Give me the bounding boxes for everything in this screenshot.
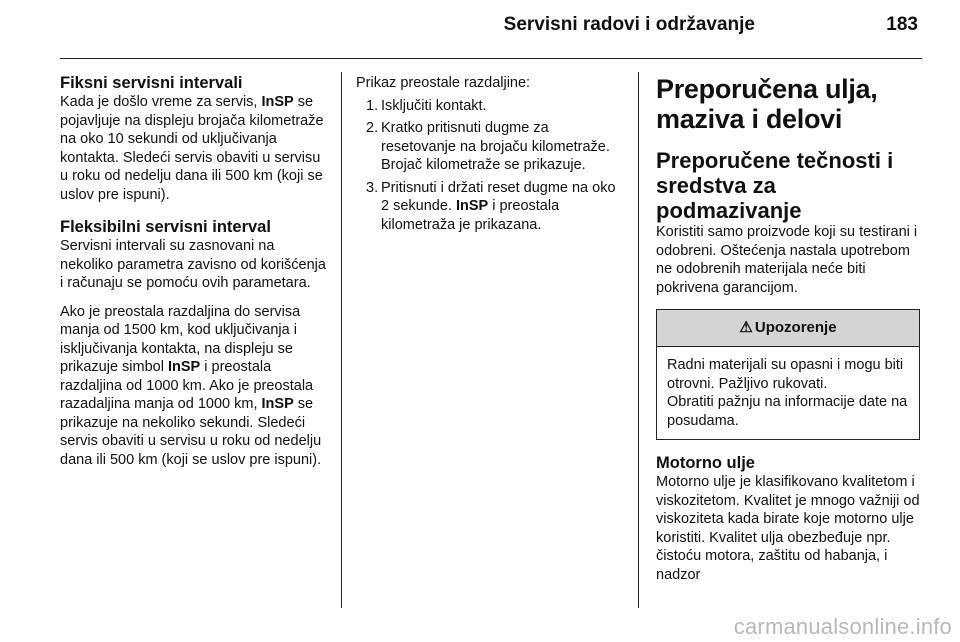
remaining-distance-intro: Prikaz preostale razdaljine:: [356, 75, 531, 91]
steps-list: [356, 97, 626, 235]
main-section-heading: Preporučena ulja, maziva i delovi: [656, 74, 878, 134]
insp-symbol: InSP: [261, 396, 294, 412]
list-item: [356, 97, 626, 116]
warning-header: [657, 310, 919, 347]
engine-oil-heading: Motorno ulje: [656, 454, 755, 472]
step-text: Kratko pritisnuti dugme za resetovanje na brojaču kilometraže. Brojač kilometraže se prikazuje.: [381, 120, 610, 173]
flexible-service-heading: Fleksibilni servisni interval: [60, 218, 271, 236]
insp-symbol: InSP: [455, 198, 489, 214]
step-text: Pritisnuti i držati reset dugme na oko 2 sekunde.: [381, 179, 616, 214]
watermark: carmanualsonline.info: [733, 614, 952, 639]
header-rule: [60, 58, 922, 59]
warning-body: [657, 347, 919, 439]
flex-text-a: Ako je preostala razdaljina do servisa manja od 1500 km, kod uključivanja i isključivanja kontakta, na displeju se prikazuje simbol: [60, 303, 301, 375]
warning-triangle-icon: ⚠: [739, 318, 753, 336]
fixed-text-a: Kada je došlo vreme za servis,: [60, 94, 262, 110]
column-divider-right: [638, 72, 639, 608]
step-number: 2.: [366, 120, 379, 136]
fluids-intro: Koristiti samo proizvode koji su testirani i odobreni. Oštećenja nastala upotrebom ne odobrenih materijala neće biti pokrivena garancijom.: [656, 224, 918, 296]
flex-text-c: se prikazuje na nekoliko sekundi. Sledeći servis obaviti u servisu u roku od nedelju dana ili 500 km (koji se uslov pre ispuni).: [60, 396, 322, 468]
list-item: [356, 179, 626, 235]
step-text-end: i preostala kilometraža je prikazana.: [381, 198, 560, 233]
fixed-service-heading: Fiksni servisni intervali: [60, 74, 243, 92]
step-number: 3.: [366, 179, 379, 196]
fixed-text-b: se pojavljuje na displeju brojača kilometraže na oko 10 sekundi od uključivanja kontakta. Sledeći servis obaviti u servisu u roku od nedelju dana ili 500 km (koji se uslov pre ispuni).: [60, 94, 324, 203]
page-header-title: Servisni radovi i održavanje: [503, 14, 755, 35]
insp-symbol: InSP: [168, 359, 201, 375]
warning-box: [656, 309, 920, 440]
warning-text-2: Obratiti pažnju na informacije date na posudama.: [667, 394, 908, 429]
fluids-heading: Preporučene tečnosti i sredstva za podmazivanje: [656, 148, 894, 223]
step-number: 1.: [366, 97, 379, 114]
warning-title: Upozorenje: [754, 318, 837, 336]
fixed-service-paragraph: [60, 93, 330, 204]
step-text: Isključiti kontakt.: [381, 97, 487, 114]
flex-text-b: i preostala razdaljina od 1000 km. Ako je preostala razadaljina manja od 1000 km,: [60, 359, 314, 412]
column-middle: [356, 74, 626, 234]
column-divider-left: [341, 72, 342, 608]
warning-text-1: Radni materijali su opasni i mogu biti otrovni. Pažljivo rukovati.: [667, 357, 904, 392]
flexible-paragraph-2: [60, 303, 330, 470]
column-right: [656, 74, 922, 584]
insp-symbol: InSP: [261, 94, 294, 110]
list-item: [356, 119, 626, 175]
page-number: 183: [886, 14, 918, 35]
column-left: [60, 74, 330, 469]
engine-oil-paragraph: Motorno ulje je klasifikovano kvalitetom i viskozitetom. Kvalitet je mnogo važniji od viskoziteta kada birate koje motorno ulje koristiti. Kvalitet ulja obezbeđuje npr. čistoću motora, zaštitu od habanja, i nadzor: [656, 474, 920, 583]
flexible-paragraph-1: Servisni intervali su zasnovani na nekoliko parametra zavisno od korišćenja i računaju se pomoću ovih parametara.: [60, 238, 326, 291]
